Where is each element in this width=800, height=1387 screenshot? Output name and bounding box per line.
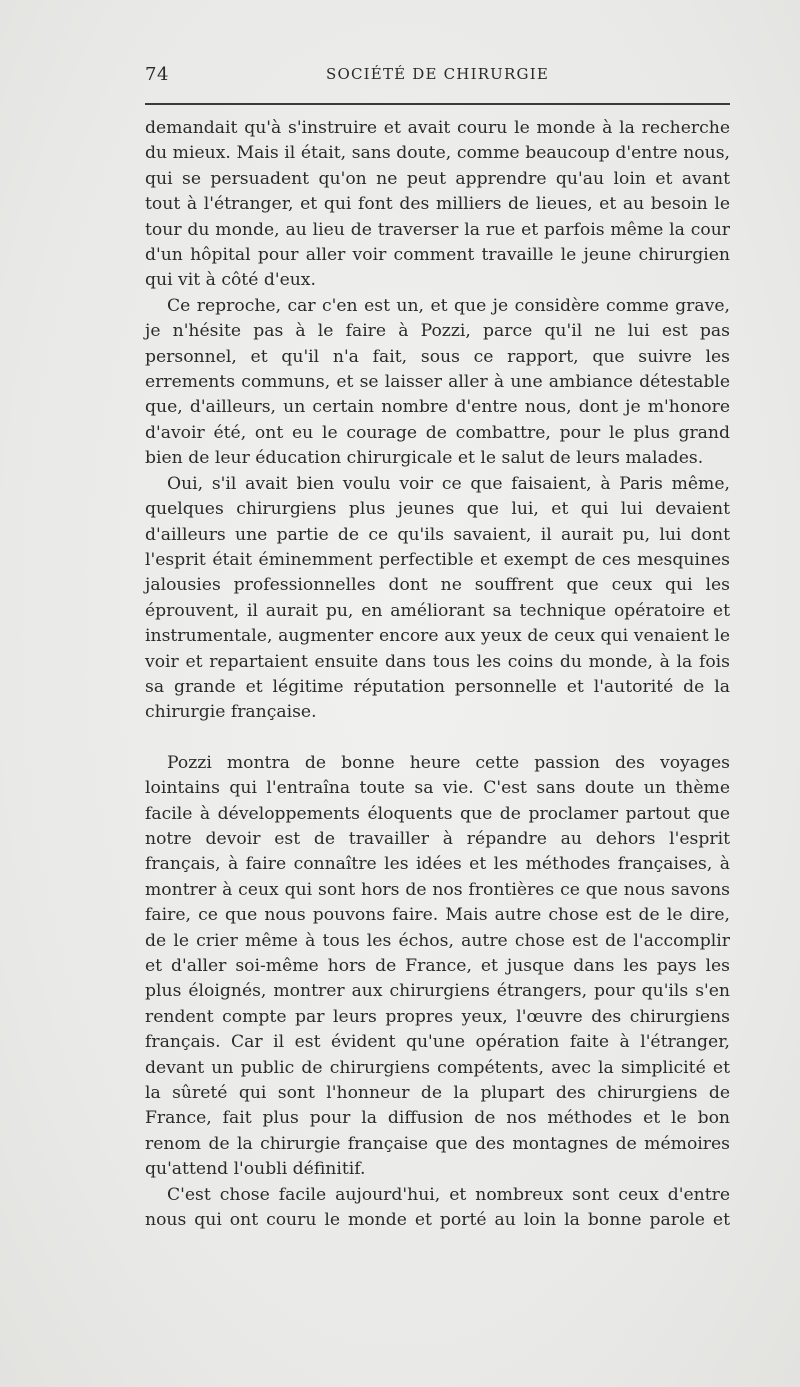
page-header — [145, 64, 730, 86]
paragraph-continued: demandait qu'à s'instruire et avait couru le monde à la recherche du mieux. Mais il était, sans doute, comme beaucoup d'entre nous, qui se persuadent qu'on ne peut apprendre qu'au loin et avant tout à l'étranger, et qui font des milliers de lieues, et au besoin le tour du monde, au lieu de traverser la rue et parfois même la cour d'un hôpital pour aller voir comment travaille le jeune chirurgien qui vit à côté d'eux. — [145, 118, 730, 291]
page-number: 74 — [145, 64, 169, 85]
paragraph: Ce reproche, car c'en est un, et que je considère comme grave, je n'hésite pas à le faire à Pozzi, parce qu'il ne lui est pas personnel, et qu'il n'a fait, sous ce rapport, que suivre les errements communs, et se laisser aller à une ambiance détestable que, d'ailleurs, un certain nombre d'entre nous, dont je m'honore d'avoir été, ont eu le courage de combattre, pour le plus grand bien de leur éducation chirurgicale et le salut de leurs malades. — [145, 295, 730, 469]
header-rule — [145, 103, 730, 105]
running-title: SOCIÉTÉ DE CHIRURGIE — [326, 65, 549, 83]
paragraph: Pozzi montra de bonne heure cette passion des voyages lointains qui l'entraîna toute sa vie. C'est sans doute un thème facile à développements éloquents que de proclamer partout que notre devoir est de travailler à répandre au dehors l'esprit français, à faire connaître les idées et les méthodes françaises, à montrer à ceux qui sont hors de nos frontières ce que nous savons faire, ce que nous pouvons faire. Mais autre chose est de le dire, de le crier même à tous les échos, autre chose est de l'accomplir et d'aller soi-même hors de France, et jusque dans les pays les plus éloignés, montrer aux chirurgiens étrangers, pour qu'ils s'en rendent compte par leurs propres yeux, l'œuvre des chirurgiens français. Car il est évident qu'une opération faite à l'étranger, devant un public de chirurgiens compétents, avec la simplicité et la sûreté qui sont l'honneur de la plupart des chirurgiens de France, fait plus pour la diffusion de nos méthodes et le bon renom de la chirurgie française que des montagnes de mémoires qu'attend l'oubli définitif. — [145, 752, 730, 1180]
paragraph: C'est chose facile aujourd'hui, et nombreux sont ceux d'entre nous qui ont couru le monde et porté au loin la bonne parole et — [145, 1184, 730, 1231]
body-text — [145, 116, 730, 1233]
paragraph: Oui, s'il avait bien voulu voir ce que faisaient, à Paris même, quelques chirurgiens plus jeunes que lui, et qui lui devaient d'ailleurs une partie de ce qu'ils savaient, il aurait pu, lui dont l'esprit était éminemment perfectible et exempt de ces mesquines jalousies professionnelles dont ne souffrent que ceux qui les éprouvent, il aurait pu, en améliorant sa technique opératoire et instrumentale, augmenter encore aux yeux de ceux qui venaient le voir et repartaient ensuite dans tous les coins du monde, à la fois sa grande et légitime réputation personnelle et l'autorité de la chirurgie française. — [145, 473, 730, 723]
